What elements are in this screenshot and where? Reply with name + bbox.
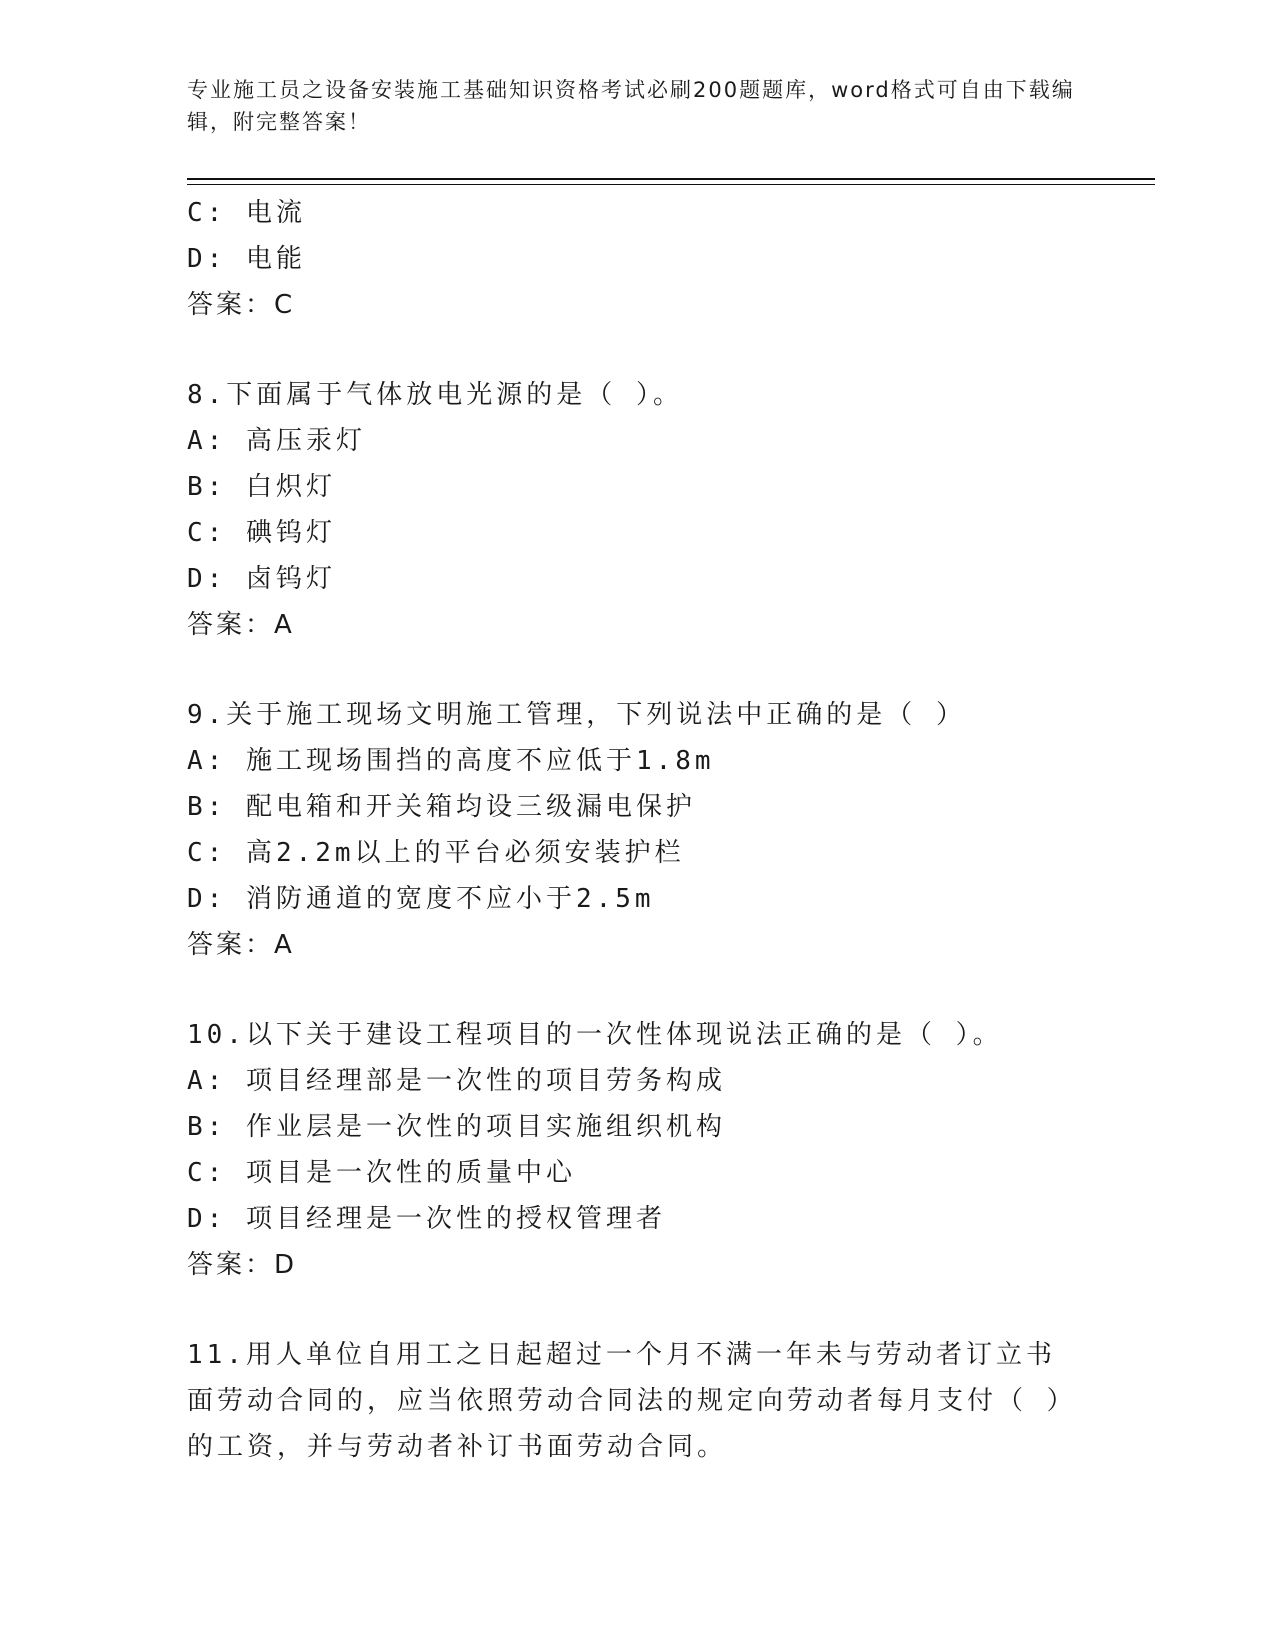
question-8 <box>187 372 1087 648</box>
option-d: D: 消防通道的宽度不应小于2.5m <box>187 884 655 914</box>
spacer <box>187 968 1087 1012</box>
option-a: A: 施工现场围挡的高度不应低于1.8m <box>187 746 715 776</box>
question-9 <box>187 692 1087 968</box>
option-a: A: 项目经理部是一次性的项目劳务构成 <box>187 1066 726 1096</box>
answer-line: 答案：C <box>187 290 296 320</box>
option-d: D: 卤钨灯 <box>187 564 336 594</box>
header-title: 专业施工员之设备安装施工基础知识资格考试必刷200题题库，word格式可自由下载编辑，附完整答案！ <box>187 78 1075 134</box>
question-text: 8.下面属于气体放电光源的是（ ）。 <box>187 380 683 410</box>
question-text: 11.用人单位自用工之日起超过一个月不满一年未与劳动者订立书面劳动合同的，应当依照劳动合同法的规定向劳动者每月支付（ ）的工资，并与劳动者补订书面劳动合同。 <box>187 1340 1077 1462</box>
question-text: 9.关于施工现场文明施工管理，下列说法中正确的是（ ） <box>187 700 966 730</box>
question-text: 10.以下关于建设工程项目的一次性体现说法正确的是（ ）。 <box>187 1020 1003 1050</box>
question-list <box>187 190 1087 1470</box>
answer-line: 答案：A <box>187 610 295 640</box>
option-c: C: 项目是一次性的质量中心 <box>187 1158 576 1188</box>
answer-line: 答案：D <box>187 1250 298 1280</box>
option-b: B: 配电箱和开关箱均设三级漏电保护 <box>187 792 696 822</box>
spacer <box>187 648 1087 692</box>
option-c: C: 电流 <box>187 198 306 228</box>
question-10 <box>187 1012 1087 1288</box>
header-divider-thick <box>187 178 1155 180</box>
question-11 <box>187 1332 1087 1470</box>
option-c: C: 碘钨灯 <box>187 518 336 548</box>
option-b: B: 作业层是一次性的项目实施组织机构 <box>187 1112 726 1142</box>
option-b: B: 白炽灯 <box>187 472 336 502</box>
answer-line: 答案：A <box>187 930 295 960</box>
option-d: D: 电能 <box>187 244 306 274</box>
question-7-tail <box>187 190 1087 328</box>
option-d: D: 项目经理是一次性的授权管理者 <box>187 1204 666 1234</box>
spacer <box>187 328 1087 372</box>
option-a: A: 高压汞灯 <box>187 426 366 456</box>
option-c: C: 高2.2m以上的平台必须安装护栏 <box>187 838 685 868</box>
header-divider-thin <box>187 184 1155 185</box>
spacer <box>187 1288 1087 1332</box>
document-header <box>187 74 1087 138</box>
